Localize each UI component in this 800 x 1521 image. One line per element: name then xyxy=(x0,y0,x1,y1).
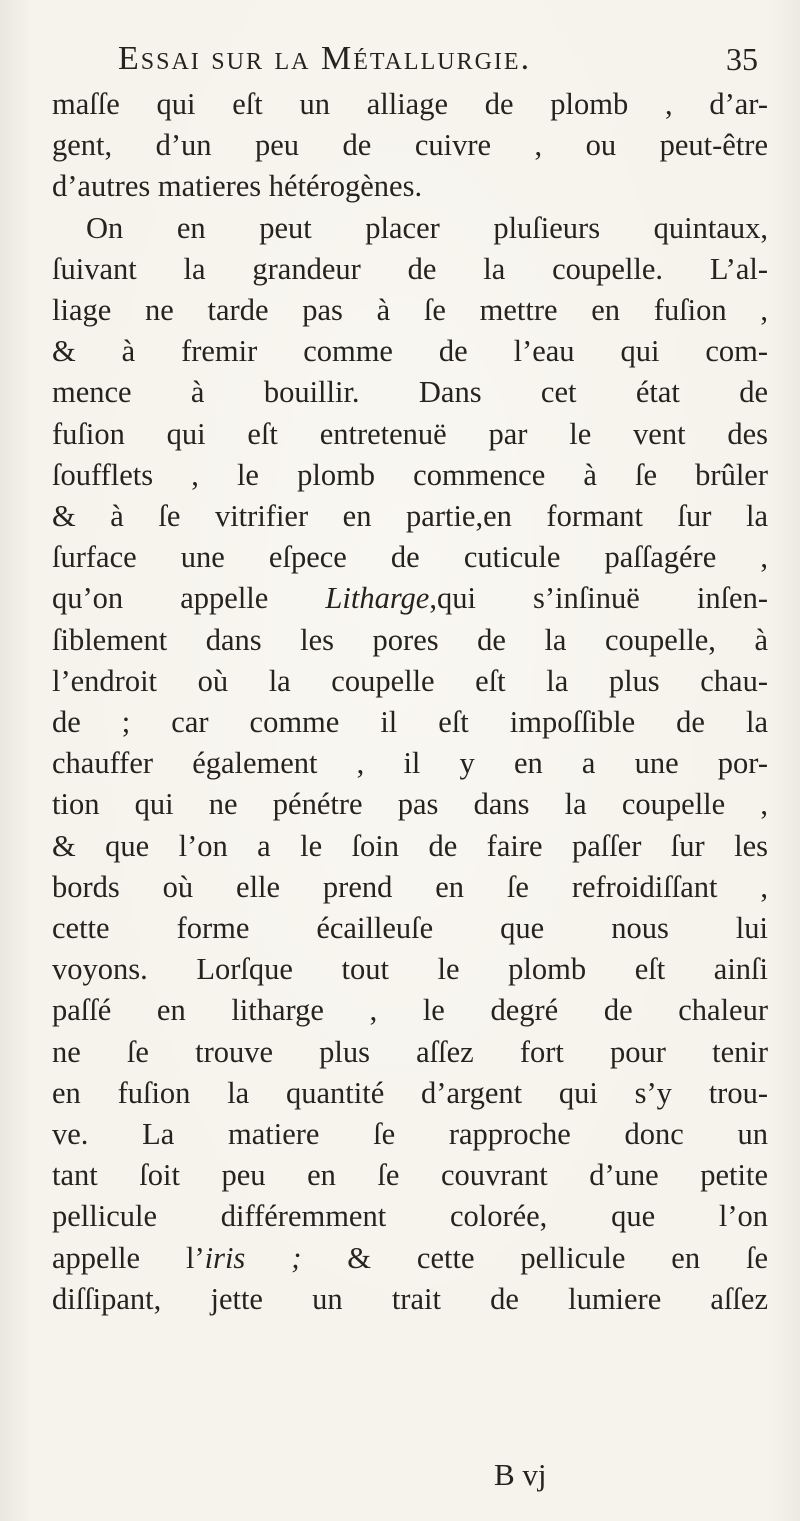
running-title: Essai sur la Métallurgie. xyxy=(118,40,532,77)
text-line: gent, d’un peu de cuivre , ou peut-être xyxy=(52,128,768,163)
body-text xyxy=(52,84,768,1320)
text-line: l’endroit où la coupelle eſt la plus chau- xyxy=(52,663,768,698)
text-line: cette forme écailleuſe que nous lui xyxy=(52,911,768,946)
text-line: bords où elle prend en ſe refroidiſſant , xyxy=(52,869,768,904)
text-segment: qu’on appelle xyxy=(52,581,269,616)
text-line: tant ſoit peu en ſe couvrant d’une petite xyxy=(52,1158,768,1193)
text-line: en fuſion la quantité d’argent qui s’y trou- xyxy=(52,1075,768,1110)
page-number: 35 xyxy=(726,41,758,77)
text-line: & à fremir comme de l’eau qui com- xyxy=(52,334,768,369)
text-line: chauffer également , il y en a une por- xyxy=(52,746,768,781)
text-line: tion qui ne pénétre pas dans la coupelle , xyxy=(52,787,768,822)
text-line: d’autres matieres hétérogènes. xyxy=(52,169,423,204)
text-line: de ; car comme il eſt impoſſible de la xyxy=(52,705,768,740)
text-line: liage ne tarde pas à ſe mettre en fuſion , xyxy=(52,293,768,328)
italic-term: Litharge xyxy=(325,581,430,616)
text-line: On en peut placer pluſieurs quintaux, xyxy=(86,210,768,245)
text-line: voyons. Lorſque tout le plomb eſt ainſi xyxy=(52,952,768,987)
text-line: pellicule différemment colorée, que l’on xyxy=(52,1199,768,1234)
text-line: ne ſe trouve plus aſſez fort pour tenir xyxy=(52,1034,768,1069)
signature-mark: B vj xyxy=(494,1457,547,1492)
text-line: fuſion qui eſt entretenuë par le vent des xyxy=(52,416,768,451)
text-segment: ,qui s’inſinuë inſen- xyxy=(429,581,768,616)
text-line: ſoufflets , le plomb commence à ſe brûler xyxy=(52,457,768,492)
text-line: mence à bouillir. Dans cet état de xyxy=(52,375,768,410)
text-segment: & cette pellicule en ſe xyxy=(301,1240,769,1275)
text-line xyxy=(52,578,768,619)
text-line: maſſe qui eſt un alliage de plomb , d’ar- xyxy=(52,87,768,121)
text-line: & à ſe vitrifier en partie,en formant ſur la xyxy=(52,499,768,534)
text-segment: appelle l’ xyxy=(52,1240,205,1275)
text-line: diſſipant, jette un trait de lumiere aſſez xyxy=(52,1281,768,1316)
text-line: & que l’on a le ſoin de faire paſſer ſur les xyxy=(52,828,768,863)
text-line xyxy=(52,1238,768,1279)
italic-term: iris ; xyxy=(204,1240,302,1275)
page-header xyxy=(118,36,758,82)
text-line: paſſé en litharge , le degré de chaleur xyxy=(52,993,768,1028)
text-line: ſiblement dans les pores de la coupelle, à xyxy=(52,622,768,657)
text-line: ſuivant la grandeur de la coupelle. L’al- xyxy=(52,251,768,286)
text-line: ſurface une eſpece de cuticule paſſagére , xyxy=(52,540,768,575)
text-line: ve. La matiere ſe rapproche donc un xyxy=(52,1117,768,1152)
